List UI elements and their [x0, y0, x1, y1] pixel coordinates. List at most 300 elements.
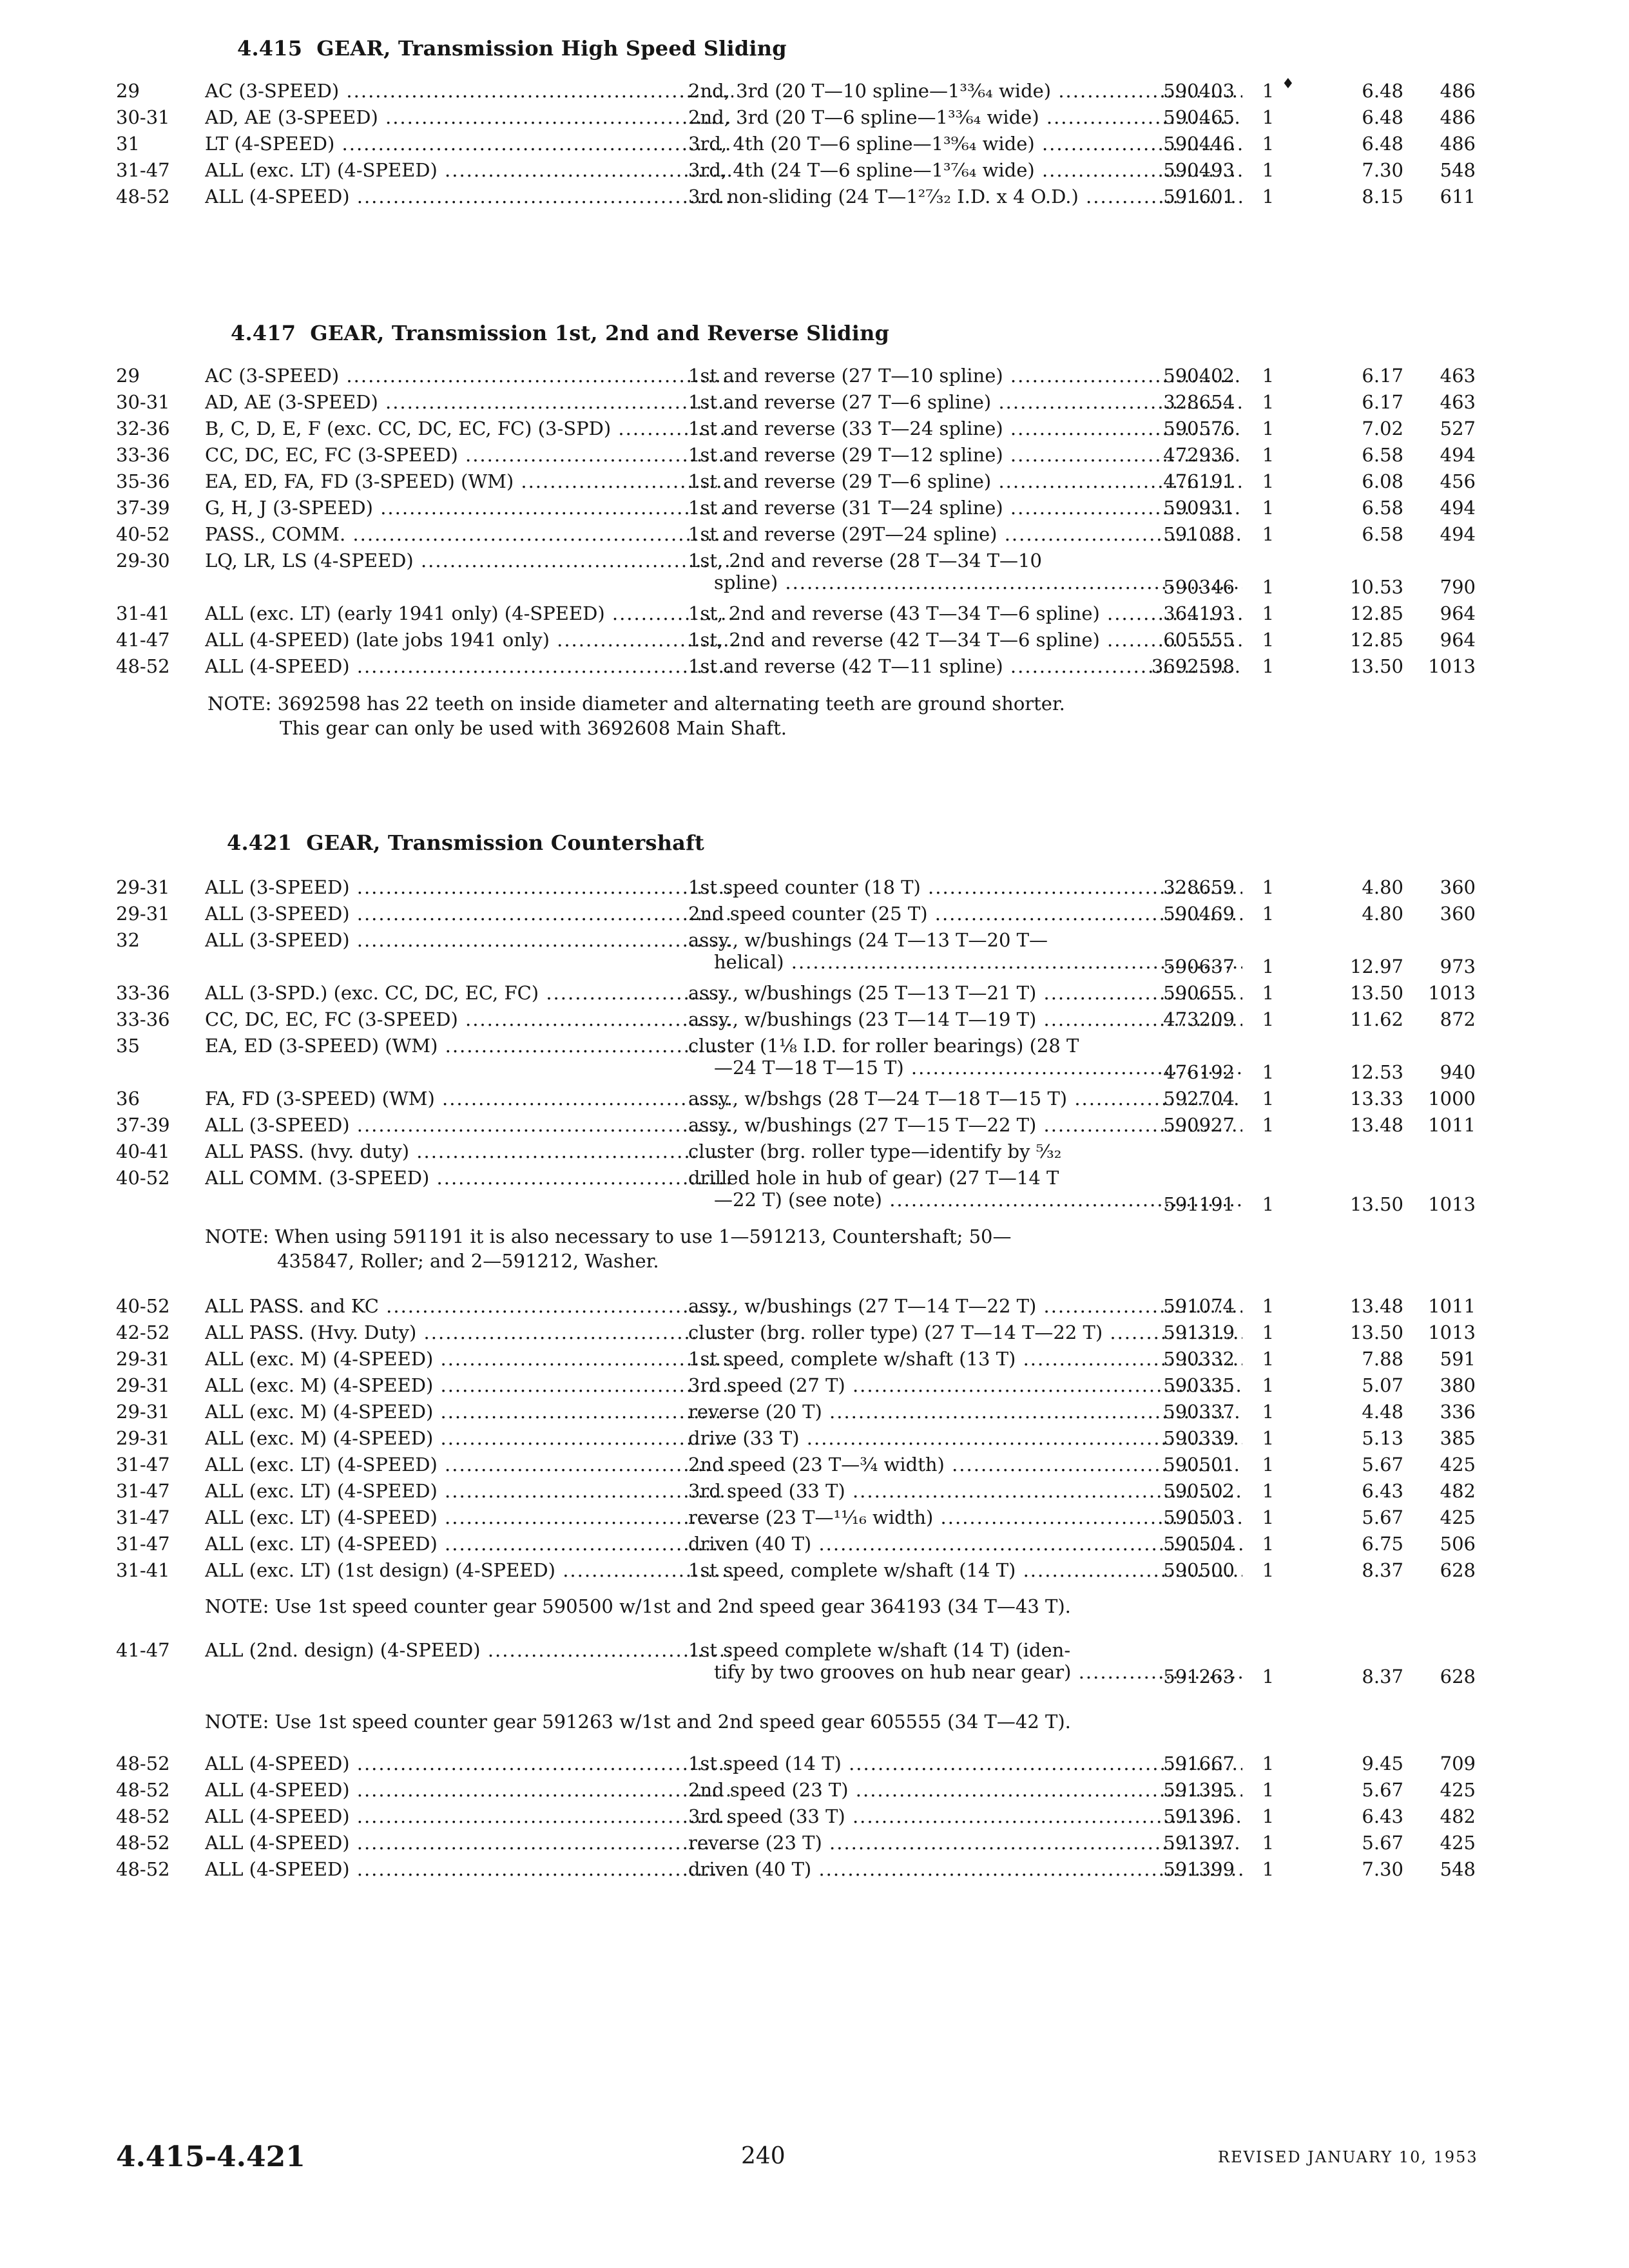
- model-cell: [205, 982, 733, 1004]
- quantity-cell-text: 1: [1262, 1348, 1275, 1370]
- part-number-cell-text: 591088: [1163, 523, 1235, 545]
- list-price-cell-text: 5.67: [1362, 1454, 1403, 1475]
- list-price-cell: [1320, 1666, 1403, 1687]
- net-price-cell-text: 463: [1440, 391, 1476, 413]
- model-cell: [205, 497, 733, 519]
- list-price-cell-text: 5.13: [1362, 1427, 1403, 1449]
- part-number-cell-text: 605555: [1163, 629, 1235, 651]
- list-price-cell: [1320, 1374, 1403, 1396]
- part-number-cell-text: 473209: [1163, 1008, 1235, 1030]
- quantity-cell: [1257, 1114, 1280, 1136]
- quantity-cell-text: 1: [1262, 391, 1275, 413]
- list-price-cell: [1320, 391, 1403, 413]
- section-title-4-415: [237, 36, 787, 61]
- description-line: 2nd, 3rd (20 T—6 spline—1³³⁄₆₄ wide) .....: [688, 106, 1242, 128]
- list-price-cell-text: 9.45: [1362, 1753, 1403, 1774]
- years-cell: [116, 80, 200, 102]
- net-price-cell-text: 1013: [1428, 655, 1476, 677]
- part-number-cell-text: 591399: [1163, 1858, 1235, 1880]
- years-cell-text: 31-47: [116, 159, 170, 181]
- years-cell-text: 29: [116, 80, 140, 102]
- model-cell-text: ALL (exc. LT) (4-SPEED) .....: [205, 1506, 733, 1528]
- quantity-cell: [1257, 1088, 1280, 1110]
- years-cell-text: 42-52: [116, 1321, 170, 1343]
- quantity-cell: [1257, 1321, 1280, 1343]
- description-line: reverse (23 T) .....: [688, 1832, 1242, 1854]
- description-line: assy., w/bushings (27 T—14 T—22 T) .....: [688, 1295, 1242, 1317]
- table-row: [116, 470, 1476, 497]
- model-cell-text: LQ, LR, LS (4-SPEED) .....: [205, 550, 733, 572]
- net-price-cell-text: 1000: [1428, 1088, 1476, 1110]
- list-price-cell: [1320, 576, 1403, 598]
- list-price-cell: [1320, 1858, 1403, 1880]
- part-number-cell-text: 590637: [1163, 956, 1235, 977]
- model-cell-text: ALL (exc. LT) (early 1941 only) (4-SPEED) .....: [205, 602, 733, 624]
- years-cell: [116, 1088, 200, 1110]
- net-price-cell: [1411, 133, 1476, 155]
- net-price-cell-text: 548: [1440, 1858, 1476, 1880]
- quantity-cell-text: 1: [1262, 1008, 1275, 1030]
- net-price-cell: [1411, 497, 1476, 519]
- part-number-cell: [1138, 391, 1235, 413]
- list-price-cell-text: 12.85: [1349, 629, 1403, 651]
- years-cell-text: 29-31: [116, 1401, 170, 1423]
- model-cell-text: ALL (4-SPEED) .....: [205, 1832, 733, 1854]
- net-price-cell-text: 548: [1440, 159, 1476, 181]
- years-cell-text: 33-36: [116, 444, 170, 466]
- quantity-cell-text: 1: [1262, 655, 1275, 677]
- list-price-cell-text: 6.17: [1362, 391, 1403, 413]
- table-row: [116, 365, 1476, 391]
- part-number-cell-text: 590655: [1163, 982, 1235, 1004]
- net-price-cell-text: 964: [1440, 629, 1476, 651]
- model-cell: [205, 186, 733, 207]
- net-price-cell: [1411, 1533, 1476, 1555]
- net-price-cell: [1411, 106, 1476, 128]
- part-number-cell: [1138, 80, 1235, 102]
- list-price-cell-text: 5.67: [1362, 1832, 1403, 1854]
- net-price-cell-text: 527: [1440, 418, 1476, 439]
- quantity-cell-text: 1: [1262, 444, 1275, 466]
- table-row: [116, 444, 1476, 470]
- model-cell: [205, 1348, 733, 1370]
- net-price-cell: [1411, 523, 1476, 545]
- part-number-cell-text: 591397: [1163, 1832, 1235, 1854]
- list-price-cell: [1320, 876, 1403, 898]
- years-cell: [116, 1401, 200, 1423]
- parts-table-4-417: [116, 365, 1476, 682]
- part-number-cell-text: 591074: [1163, 1295, 1235, 1317]
- description-line: cluster (brg. roller type—identify by ⁵⁄₃₂: [688, 1140, 1062, 1162]
- description-line: 1st and reverse (31 T—24 spline) .....: [688, 497, 1242, 519]
- part-number-cell: [1138, 186, 1235, 207]
- list-price-cell-text: 4.80: [1362, 903, 1403, 925]
- list-price-cell-text: 4.80: [1362, 876, 1403, 898]
- quantity-cell: [1257, 444, 1280, 466]
- model-cell-text: CC, DC, EC, FC (3-SPEED) .....: [205, 444, 733, 466]
- net-price-cell-text: 973: [1440, 956, 1476, 977]
- part-number-cell-text: 590403: [1163, 80, 1235, 102]
- net-price-cell: [1411, 1295, 1476, 1317]
- list-price-cell-text: 13.48: [1349, 1114, 1403, 1136]
- list-price-cell: [1320, 1427, 1403, 1449]
- list-price-cell: [1320, 1832, 1403, 1854]
- note-line: NOTE: Use 1st speed counter gear 590500 w/1st and 2nd speed gear 364193 (34 T—43 T).: [205, 1595, 1071, 1617]
- part-number-cell-text: 590335: [1163, 1374, 1235, 1396]
- list-price-cell: [1320, 1480, 1403, 1502]
- part-number-cell-text: 328654: [1163, 391, 1235, 413]
- note-line: NOTE: When using 591191 it is also necessary to use 1—591213, Countershaft; 50—: [205, 1225, 1012, 1247]
- list-price-cell: [1320, 365, 1403, 387]
- quantity-cell: [1257, 470, 1280, 492]
- part-number-cell: [1138, 903, 1235, 925]
- quantity-cell-text: 1: [1262, 1480, 1275, 1502]
- model-cell-text: ALL (exc. LT) (1st design) (4-SPEED) .....: [205, 1559, 733, 1581]
- part-number-cell-text: 590465: [1163, 106, 1235, 128]
- years-cell: [116, 982, 200, 1004]
- quantity-cell-text: 1: [1262, 602, 1275, 624]
- years-cell: [116, 159, 200, 181]
- model-cell: [205, 1167, 733, 1189]
- table-row: [116, 1858, 1476, 1885]
- model-cell-text: PASS., COMM. .....: [205, 523, 733, 545]
- years-cell: [116, 523, 200, 545]
- model-cell: [205, 1480, 733, 1502]
- part-number-cell: [1138, 1348, 1235, 1370]
- model-cell-text: ALL (4-SPEED) .....: [205, 186, 733, 207]
- description-line: 1st speed counter (18 T) .....: [688, 876, 1242, 898]
- model-cell-text: ALL (4-SPEED) .....: [205, 655, 733, 677]
- list-price-cell: [1320, 1533, 1403, 1555]
- table-row: [116, 929, 1476, 982]
- quantity-cell: [1257, 497, 1280, 519]
- model-cell-text: ALL (4-SPEED) .....: [205, 1753, 733, 1774]
- part-number-cell-text: 590504: [1163, 1533, 1235, 1555]
- list-price-cell: [1320, 80, 1403, 102]
- net-price-cell: [1411, 956, 1476, 977]
- description-line: 1st speed (14 T) .....: [688, 1753, 1242, 1774]
- table-row: [116, 1035, 1476, 1088]
- quantity-cell-text: 1: [1262, 186, 1275, 207]
- model-cell-text: ALL (exc. LT) (4-SPEED) .....: [205, 159, 733, 181]
- model-cell-text: ALL (3-SPD.) (exc. CC, DC, EC, FC) .....: [205, 982, 733, 1004]
- net-price-cell: [1411, 1427, 1476, 1449]
- part-number-cell-text: 590927: [1163, 1114, 1235, 1136]
- list-price-cell-text: 6.58: [1362, 497, 1403, 519]
- quantity-cell-text: 1: [1262, 1666, 1275, 1687]
- list-price-cell: [1320, 523, 1403, 545]
- net-price-cell-text: 709: [1440, 1753, 1476, 1774]
- net-price-cell-text: 360: [1440, 903, 1476, 925]
- part-number-cell: [1138, 1374, 1235, 1396]
- list-price-cell: [1320, 1753, 1403, 1774]
- quantity-cell-text: 1: [1262, 470, 1275, 492]
- table-row: [116, 1533, 1476, 1559]
- table-row: [116, 391, 1476, 418]
- section-heading: GEAR, Transmission 1st, 2nd and Reverse Sliding: [310, 321, 890, 345]
- net-price-cell: [1411, 576, 1476, 598]
- years-cell-text: 29-31: [116, 1348, 170, 1370]
- years-cell-text: 33-36: [116, 1008, 170, 1030]
- list-price-cell-text: 6.48: [1362, 80, 1403, 102]
- net-price-cell-text: 1013: [1428, 982, 1476, 1004]
- part-number-cell-text: 590402: [1163, 365, 1235, 387]
- years-cell: [116, 1140, 200, 1162]
- net-price-cell-text: 1013: [1428, 1321, 1476, 1343]
- net-price-cell-text: 486: [1440, 106, 1476, 128]
- description-line: 2nd speed (23 T) .....: [688, 1779, 1242, 1801]
- list-price-cell-text: 12.85: [1349, 602, 1403, 624]
- model-cell: [205, 80, 733, 102]
- list-price-cell: [1320, 133, 1403, 155]
- quantity-cell: [1257, 1559, 1280, 1581]
- quantity-cell-text: 1: [1262, 956, 1275, 977]
- table-row: [116, 497, 1476, 523]
- table-row: [116, 1639, 1476, 1692]
- model-cell-text: ALL PASS. (hvy. duty) .....: [205, 1140, 733, 1162]
- years-cell-text: 31-47: [116, 1480, 170, 1502]
- part-number-cell: [1138, 497, 1235, 519]
- net-price-cell: [1411, 444, 1476, 466]
- model-cell: [205, 1805, 733, 1827]
- part-number-cell: [1138, 1193, 1235, 1215]
- part-number-cell-text: 590332: [1163, 1348, 1235, 1370]
- list-price-cell-text: 13.50: [1349, 1193, 1403, 1215]
- list-price-cell: [1320, 1088, 1403, 1110]
- net-price-cell: [1411, 365, 1476, 387]
- quantity-cell-text: 1: [1262, 1401, 1275, 1423]
- footer-page-number: 240: [741, 2143, 786, 2169]
- quantity-cell-text: 1: [1262, 1295, 1275, 1317]
- list-price-cell: [1320, 982, 1403, 1004]
- part-number-cell: [1138, 1321, 1235, 1343]
- net-price-cell-text: 790: [1440, 576, 1476, 598]
- description-line: 1st, 2nd and reverse (28 T—34 T—10: [688, 550, 1042, 572]
- part-number-cell-text: 591395: [1163, 1779, 1235, 1801]
- list-price-cell-text: 7.88: [1362, 1348, 1403, 1370]
- section-heading: GEAR, Transmission Countershaft: [306, 831, 705, 855]
- quantity-cell: [1257, 1805, 1280, 1827]
- description-line: 1st and reverse (29T—24 spline) .....: [688, 523, 1242, 545]
- part-number-cell: [1138, 1753, 1235, 1774]
- net-price-cell-text: 940: [1440, 1061, 1476, 1083]
- quantity-cell-text: 1: [1262, 576, 1275, 598]
- quantity-cell: [1257, 655, 1280, 677]
- list-price-cell-text: 5.67: [1362, 1779, 1403, 1801]
- net-price-cell-text: 463: [1440, 365, 1476, 387]
- list-price-cell: [1320, 1779, 1403, 1801]
- table-row: [116, 186, 1476, 212]
- description-line: 3rd speed (27 T) .....: [688, 1374, 1242, 1396]
- model-cell: [205, 391, 733, 413]
- years-cell-text: 48-52: [116, 1858, 170, 1880]
- model-cell-text: AC (3-SPEED) .....: [205, 80, 733, 102]
- part-number-cell: [1138, 576, 1235, 598]
- quantity-cell-text: 1: [1262, 1088, 1275, 1110]
- model-cell: [205, 1374, 733, 1396]
- section-heading: GEAR, Transmission High Speed Sliding: [316, 36, 787, 61]
- part-number-cell-text: 591191: [1163, 1193, 1235, 1215]
- description-line: 1st and reverse (42 T—11 spline) .....: [688, 655, 1242, 677]
- net-price-cell-text: 1011: [1428, 1295, 1476, 1317]
- net-price-cell-text: 611: [1440, 186, 1476, 207]
- list-price-cell: [1320, 1454, 1403, 1475]
- model-cell: [205, 550, 733, 572]
- description-line: —22 T) (see note) .....: [688, 1189, 1242, 1211]
- model-cell: [205, 1454, 733, 1475]
- model-cell-text: ALL (exc. LT) (4-SPEED) .....: [205, 1533, 733, 1555]
- years-cell-text: 29-31: [116, 1374, 170, 1396]
- table-row: [116, 1348, 1476, 1374]
- model-cell: [205, 1427, 733, 1449]
- net-price-cell-text: 486: [1440, 80, 1476, 102]
- net-price-cell: [1411, 1559, 1476, 1581]
- quantity-cell-text: 1: [1262, 1753, 1275, 1774]
- model-cell-text: CC, DC, EC, FC (3-SPEED) .....: [205, 1008, 733, 1030]
- years-cell-text: 48-52: [116, 1779, 170, 1801]
- part-number-cell-text: 590503: [1163, 1506, 1235, 1528]
- model-cell: [205, 1506, 733, 1528]
- list-price-cell-text: 6.75: [1362, 1533, 1403, 1555]
- parts-table-4-421-b: [116, 1295, 1476, 1586]
- note-line: This gear can only be used with 3692608 Main Shaft.: [280, 717, 787, 739]
- list-price-cell-text: 8.37: [1362, 1559, 1403, 1581]
- net-price-cell-text: 1013: [1428, 1193, 1476, 1215]
- note-591191: [205, 1224, 1012, 1273]
- years-cell: [116, 1533, 200, 1555]
- part-number-cell: [1138, 1061, 1235, 1083]
- quantity-cell-text: 1: [1262, 1858, 1275, 1880]
- list-price-cell: [1320, 903, 1403, 925]
- table-row: [116, 133, 1476, 159]
- part-number-cell-text: 590576: [1163, 418, 1235, 439]
- description-line: assy., w/bushings (23 T—14 T—19 T) .....: [688, 1008, 1242, 1030]
- net-price-cell: [1411, 1858, 1476, 1880]
- list-price-cell-text: 6.17: [1362, 365, 1403, 387]
- note-line: NOTE: 3692598 has 22 teeth on inside diameter and alternating teeth are ground shorter.: [207, 693, 1065, 715]
- description-line: 1st speed, complete w/shaft (13 T) .....: [688, 1348, 1242, 1370]
- list-price-cell-text: 12.53: [1349, 1061, 1403, 1083]
- model-cell: [205, 1088, 733, 1110]
- list-price-cell-text: 11.62: [1349, 1008, 1403, 1030]
- part-number-cell-text: 590469: [1163, 903, 1235, 925]
- part-number-cell: [1138, 470, 1235, 492]
- net-price-cell: [1411, 1114, 1476, 1136]
- net-price-cell-text: 872: [1440, 1008, 1476, 1030]
- model-cell-text: FA, FD (3-SPEED) (WM) .....: [205, 1088, 733, 1110]
- description-line: driven (40 T) .....: [688, 1858, 1242, 1880]
- years-cell: [116, 1114, 200, 1136]
- list-price-cell-text: 13.48: [1349, 1295, 1403, 1317]
- model-cell-text: ALL (exc. M) (4-SPEED) .....: [205, 1348, 733, 1370]
- years-cell: [116, 1805, 200, 1827]
- quantity-cell-text: 1: [1262, 159, 1275, 181]
- description-line: reverse (23 T—¹¹⁄₁₆ width) .....: [688, 1506, 1242, 1528]
- part-number-cell: [1138, 418, 1235, 439]
- quantity-cell-text: 1: [1262, 1832, 1275, 1854]
- net-price-cell: [1411, 629, 1476, 651]
- part-number-cell-text: 591667: [1163, 1753, 1235, 1774]
- years-cell: [116, 106, 200, 128]
- description-line: 1st and reverse (27 T—6 spline) .....: [688, 391, 1242, 413]
- part-number-cell: [1138, 602, 1235, 624]
- quantity-cell: [1257, 1374, 1280, 1396]
- section-title-4-421: [227, 831, 704, 855]
- part-number-cell-text: 591319: [1163, 1321, 1235, 1343]
- quantity-cell: [1257, 629, 1280, 651]
- model-cell-text: G, H, J (3-SPEED) .....: [205, 497, 733, 519]
- list-price-cell-text: 13.50: [1349, 655, 1403, 677]
- quantity-cell-text: 1: [1262, 497, 1275, 519]
- section-title-4-417: [231, 321, 889, 345]
- quantity-cell: [1257, 1295, 1280, 1317]
- net-price-cell-text: 380: [1440, 1374, 1476, 1396]
- table-row: [116, 418, 1476, 444]
- quantity-cell: [1257, 1753, 1280, 1774]
- description-line: 3rd, 4th (24 T—6 spline—1³⁷⁄₆₄ wide) .....: [688, 159, 1242, 181]
- model-cell: [205, 133, 733, 155]
- model-cell: [205, 1639, 733, 1661]
- list-price-cell: [1320, 186, 1403, 207]
- part-number-cell-text: 364193: [1163, 602, 1235, 624]
- quantity-cell: [1257, 1858, 1280, 1880]
- quantity-cell: [1257, 365, 1280, 387]
- quantity-cell: [1257, 1779, 1280, 1801]
- table-row: [116, 982, 1476, 1008]
- model-cell: [205, 418, 733, 439]
- quantity-cell-text: 1: [1262, 1805, 1275, 1827]
- net-price-cell: [1411, 470, 1476, 492]
- years-cell-text: 29-31: [116, 903, 170, 925]
- footer-revised-date: REVISED JANUARY 10, 1953: [1218, 2148, 1478, 2166]
- model-cell: [205, 1832, 733, 1854]
- list-price-cell: [1320, 1559, 1403, 1581]
- table-row: [116, 1140, 1469, 1167]
- model-cell: [205, 1753, 733, 1774]
- part-number-cell: [1138, 1008, 1235, 1030]
- years-cell: [116, 365, 200, 387]
- net-price-cell: [1411, 186, 1476, 207]
- quantity-cell: [1257, 159, 1280, 181]
- part-number-cell-text: 591263: [1163, 1666, 1235, 1687]
- quantity-cell: [1257, 1832, 1280, 1854]
- table-row: [116, 1805, 1476, 1832]
- years-cell-text: 31-41: [116, 602, 170, 624]
- net-price-cell: [1411, 1666, 1476, 1687]
- list-price-cell: [1320, 497, 1403, 519]
- quantity-cell: [1257, 1427, 1280, 1449]
- years-cell: [116, 1008, 200, 1030]
- model-cell-text: AD, AE (3-SPEED) .....: [205, 391, 733, 413]
- years-cell: [116, 418, 200, 439]
- model-cell-text: ALL (4-SPEED) (late jobs 1941 only) .....: [205, 629, 733, 651]
- years-cell-text: 41-47: [116, 1639, 170, 1661]
- list-price-cell: [1320, 629, 1403, 651]
- description-line: 1st and reverse (33 T—24 spline) .....: [688, 418, 1242, 439]
- net-price-cell: [1411, 1832, 1476, 1854]
- table-row: [116, 1321, 1476, 1348]
- quantity-cell: [1257, 1061, 1280, 1083]
- table-row: [116, 1779, 1476, 1805]
- net-price-cell: [1411, 1454, 1476, 1475]
- table-row: [116, 1506, 1476, 1533]
- part-number-cell-text: 590346: [1163, 576, 1235, 598]
- part-number-cell-text: 328659: [1163, 876, 1235, 898]
- years-cell: [116, 1779, 200, 1801]
- net-price-cell-text: 494: [1440, 497, 1476, 519]
- years-cell-text: 37-39: [116, 1114, 170, 1136]
- years-cell: [116, 1639, 200, 1661]
